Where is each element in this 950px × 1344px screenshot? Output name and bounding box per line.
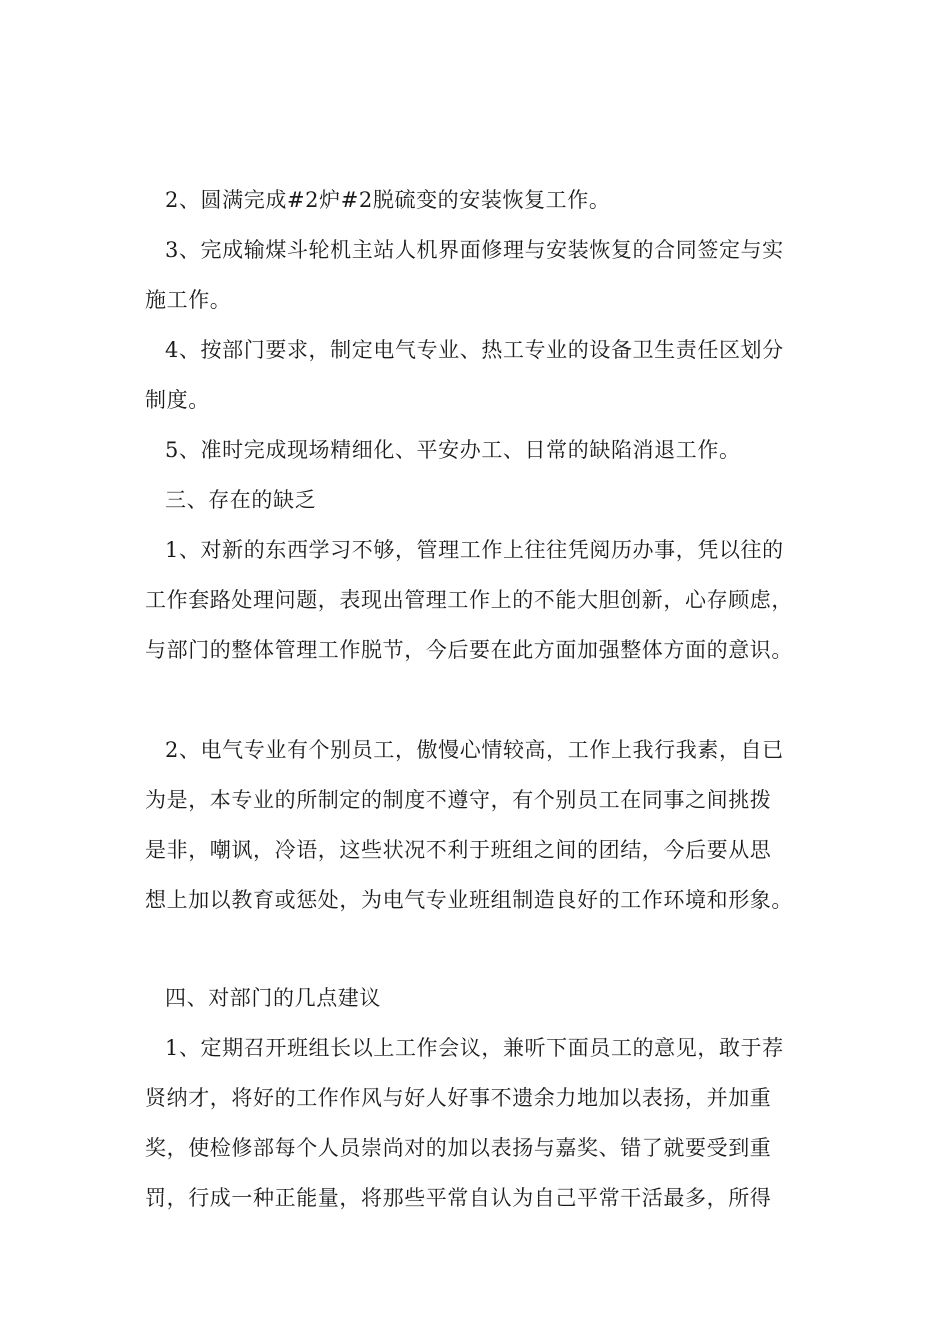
paragraph-item-3-line-2: 施工作。 <box>145 288 232 312</box>
section-heading-4: 四、对部门的几点建议 <box>165 986 381 1010</box>
paragraph-shortcoming-2-line-4: 想上加以教育或惩处，为电气专业班组制造良好的工作环境和形象。 <box>145 888 793 912</box>
paragraph-shortcoming-1-line-2: 工作套路处理问题，表现出管理工作上的不能大胆创新，心存顾虑， <box>145 588 793 612</box>
paragraph-shortcoming-1-line-1: 1、对新的东西学习不够，管理工作上往往凭阅历办事，凭以往的 <box>165 538 784 562</box>
paragraph-item-4-line-2: 制度。 <box>145 388 210 412</box>
paragraph-suggestion-1-line-2: 贤纳才，将好的工作作风与好人好事不遗余力地加以表扬，并加重 <box>145 1086 772 1110</box>
paragraph-shortcoming-1-line-3: 与部门的整体管理工作脱节，今后要在此方面加强整体方面的意识。 <box>145 638 793 662</box>
paragraph-item-2-line-1: 2、圆满完成#2炉#2脱硫变的安装恢复工作。 <box>165 188 611 212</box>
paragraph-shortcoming-2-line-2: 为是，本专业的所制定的制度不遵守，有个别员工在同事之间挑拨 <box>145 788 772 812</box>
section-heading-3: 三、存在的缺乏 <box>165 488 317 512</box>
paragraph-item-3-line-1: 3、完成输煤斗轮机主站人机界面修理与安装恢复的合同签定与实 <box>165 238 784 262</box>
paragraph-item-5-line-1: 5、准时完成现场精细化、平安办工、日常的缺陷消退工作。 <box>165 438 741 462</box>
paragraph-item-4-line-1: 4、按部门要求，制定电气专业、热工专业的设备卫生责任区划分 <box>165 338 784 362</box>
paragraph-shortcoming-2-line-1: 2、电气专业有个别员工，傲慢心情较高，工作上我行我素，自已 <box>165 738 784 762</box>
paragraph-suggestion-1-line-4: 罚，行成一种正能量，将那些平常自认为自己平常干活最多，所得 <box>145 1186 772 1210</box>
paragraph-shortcoming-2-line-3: 是非，嘲讽，冷语，这些状况不利于班组之间的团结，今后要从思 <box>145 838 772 862</box>
paragraph-suggestion-1-line-1: 1、定期召开班组长以上工作会议，兼听下面员工的意见，敢于荐 <box>165 1036 784 1060</box>
paragraph-suggestion-1-line-3: 奖，使检修部每个人员崇尚对的加以表扬与嘉奖、错了就要受到重 <box>145 1136 772 1160</box>
